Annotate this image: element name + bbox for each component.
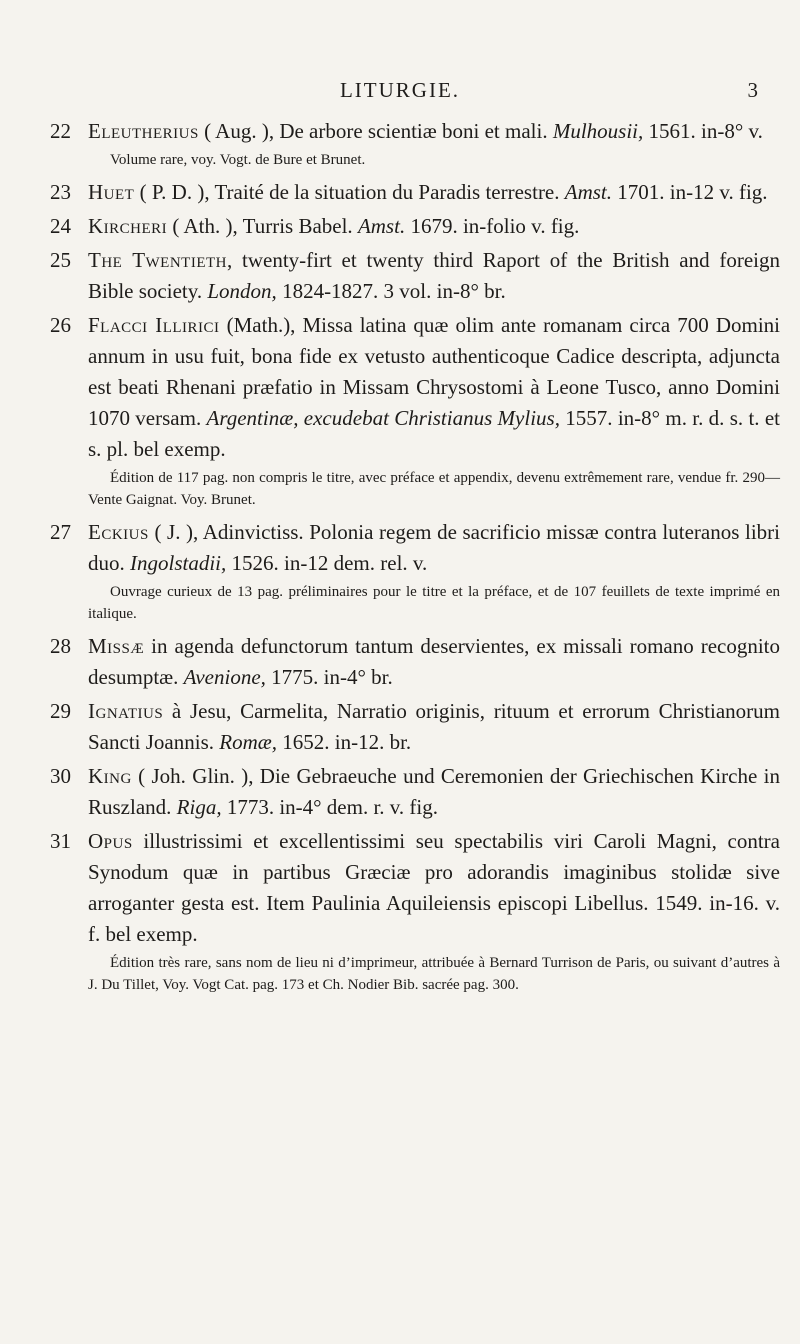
entry-imprint: 1775. in-4° br. (265, 665, 393, 689)
catalogue-entry-29 (50, 696, 780, 758)
entry-note: Édition très rare, sans nom de lieu ni d’imprimeur, attribuée à Bernard Turrison de Paris, ou suivant d’autres à J. Du Tillet, Voy. Vogt Cat. pag. 173 et Ch. Nodier Bib. sacrée pag. 300. (88, 955, 780, 993)
entry-author: Huet (88, 180, 135, 204)
catalogue-entry-27 (50, 517, 780, 625)
running-title: LITURGIE. (339, 78, 461, 102)
entry-text (88, 116, 780, 147)
catalogue-entry-26 (50, 310, 780, 511)
entries-list (50, 116, 780, 1002)
entry-text (88, 517, 780, 579)
entry-title: ( P. D. ), Traité de la situation du Paradis terrestre. (134, 180, 565, 204)
entry-title: (Math.), Missa latina quæ olim ante romanam circa 700 Domini annum in usu fuit, bona fide ex vetusto authenticoque Cadice descripta, adjuncta est beati Rhenani præfatio in Missam Chrysostomi à Leone Tusco, anno Domini 1070 versam. (88, 313, 780, 430)
entry-number: 26 (50, 313, 71, 337)
entry-number: 30 (50, 764, 71, 788)
entry-number: 24 (50, 214, 71, 238)
running-head (0, 78, 800, 108)
entry-note: Volume rare, voy. Vogt. de Bure et Brunet. (110, 152, 366, 168)
entry-text (88, 245, 780, 307)
entry-imprint: 1652. in-12. br. (277, 730, 412, 754)
entry-title: , twenty-firt et twenty third Raport of the British and foreign Bible society. (88, 248, 780, 303)
entry-title: ( J. ), Adinvictiss. Polonia regem de sacrificio missæ contra luteranos libri duo. (88, 520, 780, 575)
entry-place: Avenione, (183, 665, 266, 689)
catalogue-entry-30 (50, 761, 780, 823)
entry-place: Amst. (357, 214, 406, 238)
entry-title: ( Joh. Glin. ), Die Gebraeuche und Ceremonien der Griechischen Kirche in Ruszland. (88, 764, 780, 819)
entry-author: Ignatius (88, 699, 164, 723)
entry-imprint: 1561. in-8° v. (643, 119, 763, 143)
catalogue-entry-28 (50, 631, 780, 693)
entry-place: Argentinæ, excudebat Christianus Mylius, (206, 406, 560, 430)
entry-title: in agenda defunctorum tantum deservientes, ex missali romano recognito desumptæ. (88, 634, 780, 689)
entry-number: 23 (50, 180, 71, 204)
entry-author: Opus (88, 829, 133, 853)
catalogue-entry-25 (50, 245, 780, 307)
entry-note: Édition de 117 pag. non compris le titre, avec préface et appendix, devenu extrêmement rare, vendue fr. 290— Vente Gaignat. Voy. Brunet. (88, 470, 780, 508)
entry-place: Romæ, (219, 730, 277, 754)
entry-author: Kircheri (88, 214, 168, 238)
entry-imprint: 1701. in-12 v. fig. (612, 180, 768, 204)
entry-place: Riga, (176, 795, 222, 819)
entry-text (88, 177, 780, 208)
entry-number: 25 (50, 248, 71, 272)
entry-number: 28 (50, 634, 71, 658)
entry-number: 31 (50, 829, 71, 853)
entry-text (88, 310, 780, 465)
entry-number: 22 (50, 119, 71, 143)
entry-author: King (88, 764, 132, 788)
page-number: 3 (747, 78, 758, 102)
entry-text (88, 761, 780, 823)
entry-text (88, 211, 780, 242)
entry-title: à Jesu, Carmelita, Narratio originis, rituum et errorum Christianorum Sancti Joannis. (88, 699, 780, 754)
entry-imprint: 1679. in-folio v. fig. (405, 214, 580, 238)
entry-place: London, (207, 279, 277, 303)
entry-place: Ingolstadii, (130, 551, 227, 575)
entry-number: 27 (50, 520, 71, 544)
catalogue-entry-22 (50, 116, 780, 171)
entry-text (88, 696, 780, 758)
entry-note: Ouvrage curieux de 13 pag. préliminaires pour le titre et la préface, et de 107 feuillets de texte imprimé en italique. (88, 584, 780, 622)
entry-imprint: 1557. in-8° m. r. d. s. t. et s. pl. bel exemp. (88, 406, 780, 461)
entry-author: Flacci Illirici (88, 313, 220, 337)
entry-author: Eckius (88, 520, 149, 544)
entry-title: illustrissimi et excellentissimi seu spectabilis viri Caroli Magni, contra Synodum quæ in partibus Græciæ pro adorandis imaginibus stolidæ sive arroganter gesta est. Item Paulinia Aquileiensis episcopi Libellus. 1549. in-16. v. f. bel exemp. (88, 829, 780, 946)
entry-place: Amst. (564, 180, 613, 204)
entry-text (88, 631, 780, 693)
catalogue-entry-31 (50, 826, 780, 996)
entry-imprint: 1526. in-12 dem. rel. v. (226, 551, 428, 575)
entry-imprint: 1824-1827. 3 vol. in-8° br. (276, 279, 506, 303)
entry-title: ( Ath. ), Turris Babel. (167, 214, 358, 238)
entry-author: The Twentieth (88, 248, 227, 272)
entry-author: Eleutherius (88, 119, 199, 143)
entry-author: Missæ (88, 634, 145, 658)
entry-number: 29 (50, 699, 71, 723)
entry-imprint: 1773. in-4° dem. r. v. fig. (221, 795, 439, 819)
catalogue-entry-24 (50, 211, 780, 242)
entry-title: ( Aug. ), De arbore scientiæ boni et mali. (198, 119, 553, 143)
entry-place: Mulhousii, (552, 119, 644, 143)
entry-text (88, 826, 780, 950)
catalogue-entry-23 (50, 177, 780, 208)
